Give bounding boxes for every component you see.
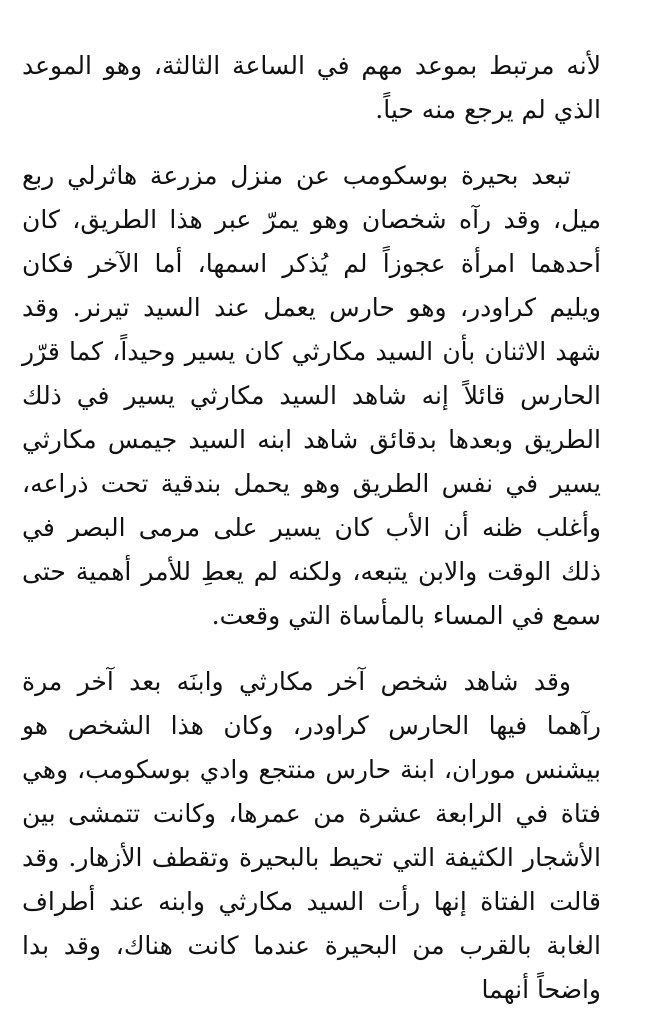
paragraph-2: تبعد بحيرة بوسكومب عن منزل مزرعة هاثرلي ربع ميل، وقد رآه شخصان وهو يمرّ عبر هذا الطريق، كان أحدهما امرأة عجوزاً لم يُذكر اسمها، أما الآخر فكان ويليم كراودر، وهو حارس يعمل عند السيد تيرنر. وقد شهد الاثنان بأن السيد مكارثي كان يسير وحيداً، كما قرّر الحارس قائلاً إنه شاهد السيد مكارثي يسير في ذلك الطريق وبعدها بدقائق شاهد ابنه السيد جيمس مكارثي يسير في نفس الطريق وهو يحمل بندقية تحت ذراعه، وأغلب ظنه أن الأب كان يسير على مرمى البصر في ذلك الوقت والابن يتبعه، ولكنه لم يعطِ للأمر أهمية حتى سمع في المساء بالمأساة التي وقعت. [22, 161, 601, 630]
paragraph-3: وقد شاهد شخص آخر مكارثي وابنَه بعد آخر مرة رآهما فيها الحارس كراودر، وكان هذا الشخص هو بيشنس موران، ابنة حارس منتجع وادي بوسكومب، وهي فتاة في الرابعة عشرة من عمرها، وكانت تتمشى بين الأشجار الكثيفة التي تحيط بالبحيرة وتقطف الأزهار. وقد قالت الفتاة إنها رأت السيد مكارثي وابنه عند أطراف الغابة بالقرب من البحيرة عندما كانت هناك، وقد بدا واضحاً أنهما [22, 667, 601, 1004]
book-page-text [22, 44, 601, 1012]
paragraph-1: لأنه مرتبط بموعد مهم في الساعة الثالثة، وهو الموعد الذي لم يرجع منه حياً. [22, 51, 601, 124]
